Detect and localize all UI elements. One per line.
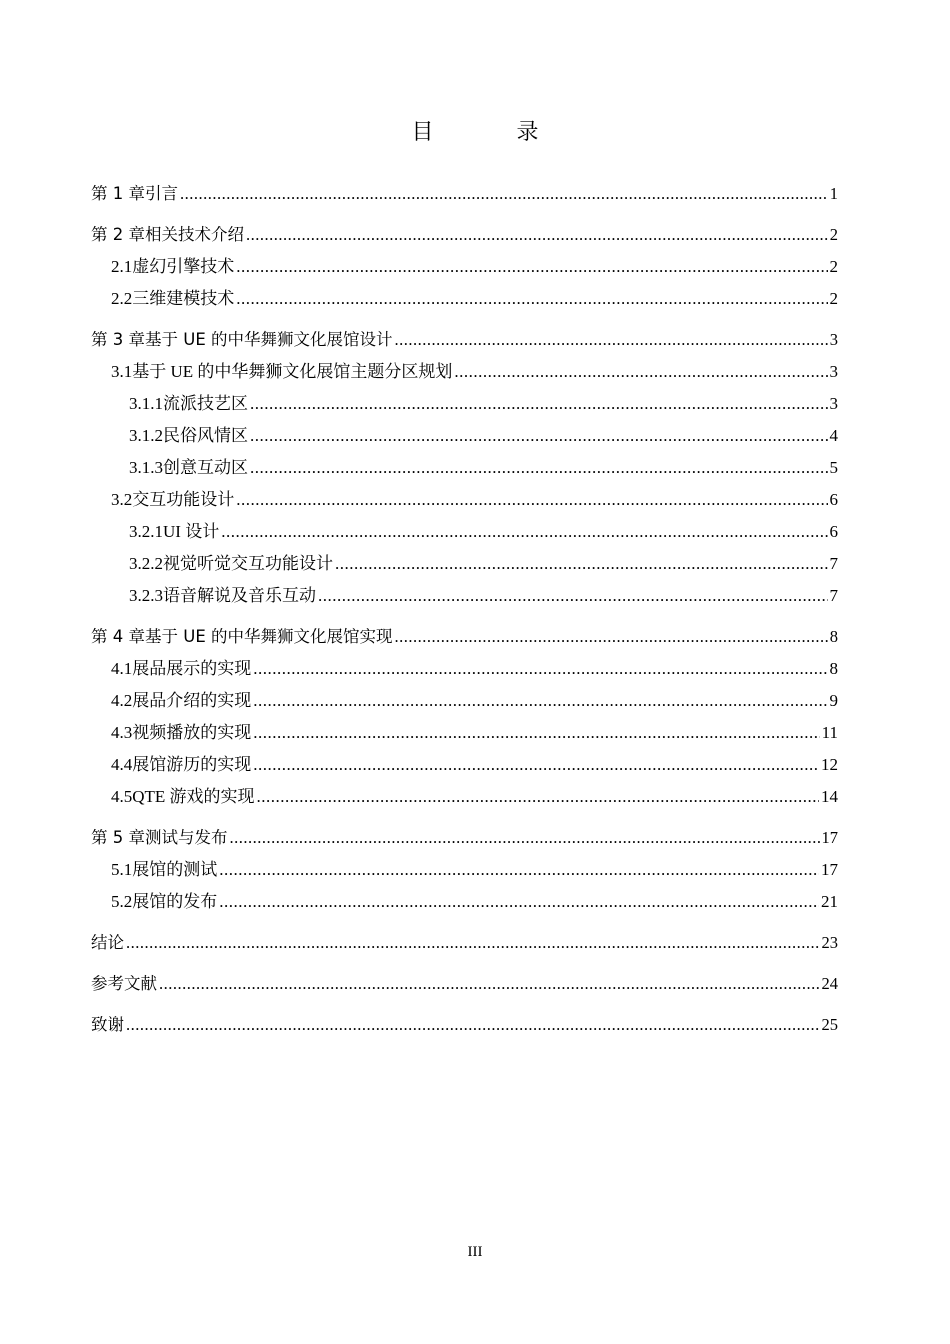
toc-entry-page: 11 [821, 723, 838, 742]
dot-leader [250, 420, 828, 452]
toc-entry-3-2[interactable] [91, 484, 838, 516]
dot-leader [126, 1009, 820, 1041]
dot-leader [219, 886, 819, 918]
toc-entry-label: 测试与发布 [145, 828, 228, 847]
toc-entry-page: 17 [821, 828, 838, 847]
dot-leader [180, 178, 828, 210]
toc-entry-label: 展馆的发布 [132, 892, 218, 911]
toc-entry-page: 2 [829, 257, 838, 276]
toc-entry-label: 创意互动区 [163, 458, 248, 477]
toc-entry-4-3[interactable] [91, 717, 838, 749]
toc-entry-number: 4.3 [111, 723, 133, 742]
toc-entry-number: 3.2 [111, 490, 133, 509]
toc-entry-number: 3.2.3 [129, 586, 163, 605]
dot-leader [395, 324, 828, 356]
toc-entry-chapter-4[interactable] [91, 621, 838, 653]
toc-entry-page: 17 [821, 860, 838, 879]
toc-entry-label: 民俗风情区 [163, 426, 248, 445]
toc-entry-number: 3.2.2 [129, 554, 163, 573]
toc-entry-5-1[interactable] [91, 854, 838, 886]
toc-entry-page: 6 [829, 490, 838, 509]
toc-entry-label: 三维建模技术 [132, 289, 235, 308]
dot-leader [454, 356, 827, 388]
dot-leader [219, 854, 819, 886]
toc-entry-number: 第 1 章 [91, 184, 145, 203]
dot-leader [253, 749, 819, 781]
toc-entry-number: 第 2 章 [91, 225, 145, 244]
toc-entry-page: 23 [821, 933, 838, 952]
toc-entry-page: 4 [829, 426, 838, 445]
dot-leader [236, 484, 827, 516]
toc-entry-number: 2.2 [111, 289, 133, 308]
dot-leader [335, 548, 828, 580]
toc-entry-2-1[interactable] [91, 251, 838, 283]
toc-entry-label: 基于 UE 的中华舞狮文化展馆主题分区规划 [132, 362, 453, 381]
toc-entry-chapter-5[interactable] [91, 822, 838, 854]
toc-entry-label: QTE 游戏的实现 [132, 787, 255, 806]
dot-leader [230, 822, 820, 854]
toc-entry-number: 3.1.1 [129, 394, 163, 413]
toc-entry-label: 展品展示的实现 [132, 659, 252, 678]
toc-entry-page: 5 [829, 458, 838, 477]
dot-leader [318, 580, 828, 612]
toc-entry-3-2-1[interactable] [91, 516, 838, 548]
toc-entry-page: 7 [829, 586, 838, 605]
toc-entry-page: 9 [829, 691, 838, 710]
toc-entry-5-2[interactable] [91, 886, 838, 918]
toc-entry-page: 6 [829, 522, 838, 541]
toc-entry-page: 2 [829, 225, 838, 244]
toc-entry-label: 引言 [145, 184, 178, 203]
toc-entry-page: 2 [829, 289, 838, 308]
toc-entry-label: 展馆游历的实现 [132, 755, 252, 774]
toc-entry-page: 3 [829, 330, 838, 349]
toc-entry-number: 4.4 [111, 755, 133, 774]
toc-entry-4-2[interactable] [91, 685, 838, 717]
toc-entry-3-1-1[interactable] [91, 388, 838, 420]
toc-entry-page: 14 [821, 787, 838, 806]
toc-entry-label: 基于 UE 的中华舞狮文化展馆实现 [145, 627, 393, 646]
toc-entry-number: 2.1 [111, 257, 133, 276]
toc-entry-label: 虚幻引擎技术 [132, 257, 235, 276]
toc-entry-label: 展馆的测试 [132, 860, 218, 879]
toc-entry-label: 交互功能设计 [132, 490, 235, 509]
toc-entry-4-1[interactable] [91, 653, 838, 685]
toc-entry-page: 7 [829, 554, 838, 573]
dot-leader [159, 968, 820, 1000]
toc-entry-number: 4.1 [111, 659, 133, 678]
toc-entry-conclusion[interactable] [91, 927, 838, 959]
toc-entry-page: 8 [829, 627, 838, 646]
toc-entry-label: UI 设计 [163, 522, 220, 541]
toc-entry-chapter-1[interactable] [91, 178, 838, 210]
toc-entry-acknowledgements[interactable] [91, 1009, 838, 1041]
toc-entry-page: 8 [829, 659, 838, 678]
toc-entry-number: 第 3 章 [91, 330, 145, 349]
toc-entry-label: 语音解说及音乐互动 [163, 586, 316, 605]
toc-entry-number: 4.2 [111, 691, 133, 710]
toc-entry-label: 流派技艺区 [163, 394, 248, 413]
toc-entry-3-1-3[interactable] [91, 452, 838, 484]
toc-entry-label: 展品介绍的实现 [132, 691, 252, 710]
toc-entry-4-5[interactable] [91, 781, 838, 813]
dot-leader [257, 781, 819, 813]
toc-entry-number: 第 5 章 [91, 828, 145, 847]
table-of-contents [91, 178, 838, 1041]
dot-leader [246, 219, 828, 251]
toc-entry-page: 1 [829, 184, 838, 203]
toc-entry-number: 3.1.2 [129, 426, 163, 445]
dot-leader [253, 653, 827, 685]
toc-entry-number: 5.2 [111, 892, 133, 911]
toc-entry-label: 视觉听觉交互功能设计 [163, 554, 333, 573]
toc-entry-chapter-3[interactable] [91, 324, 838, 356]
toc-entry-page: 21 [821, 892, 838, 911]
dot-leader [126, 927, 820, 959]
toc-entry-label: 致谢 [91, 1015, 124, 1034]
toc-entry-3-1[interactable] [91, 356, 838, 388]
toc-entry-label: 结论 [91, 933, 124, 952]
toc-entry-page: 12 [821, 755, 838, 774]
toc-entry-references[interactable] [91, 968, 838, 1000]
toc-entry-number: 3.2.1 [129, 522, 163, 541]
toc-entry-label: 参考文献 [91, 974, 157, 993]
dot-leader [395, 621, 828, 653]
dot-leader [253, 717, 819, 749]
toc-entry-2-2[interactable] [91, 283, 838, 315]
toc-entry-3-2-2[interactable] [91, 548, 838, 580]
toc-entry-page: 3 [829, 362, 838, 381]
toc-entry-page: 25 [821, 1015, 838, 1034]
toc-entry-label: 基于 UE 的中华舞狮文化展馆设计 [145, 330, 393, 349]
toc-entry-label: 视频播放的实现 [132, 723, 252, 742]
dot-leader [250, 452, 828, 484]
dot-leader [236, 283, 827, 315]
toc-entry-number: 5.1 [111, 860, 133, 879]
toc-entry-page: 3 [829, 394, 838, 413]
toc-entry-number: 3.1 [111, 362, 133, 381]
toc-entry-number: 第 4 章 [91, 627, 145, 646]
dot-leader [221, 516, 827, 548]
toc-entry-number: 3.1.3 [129, 458, 163, 477]
toc-entry-page: 24 [821, 974, 838, 993]
toc-entry-3-2-3[interactable] [91, 580, 838, 612]
toc-entry-3-1-2[interactable] [91, 420, 838, 452]
toc-entry-number: 4.5 [111, 787, 133, 806]
page-number-footer: III [467, 1244, 483, 1260]
dot-leader [250, 388, 828, 420]
toc-entry-label: 相关技术介绍 [145, 225, 244, 244]
toc-entry-chapter-2[interactable] [91, 219, 838, 251]
toc-title: 目 录 [411, 120, 577, 145]
dot-leader [236, 251, 827, 283]
toc-entry-4-4[interactable] [91, 749, 838, 781]
dot-leader [253, 685, 827, 717]
